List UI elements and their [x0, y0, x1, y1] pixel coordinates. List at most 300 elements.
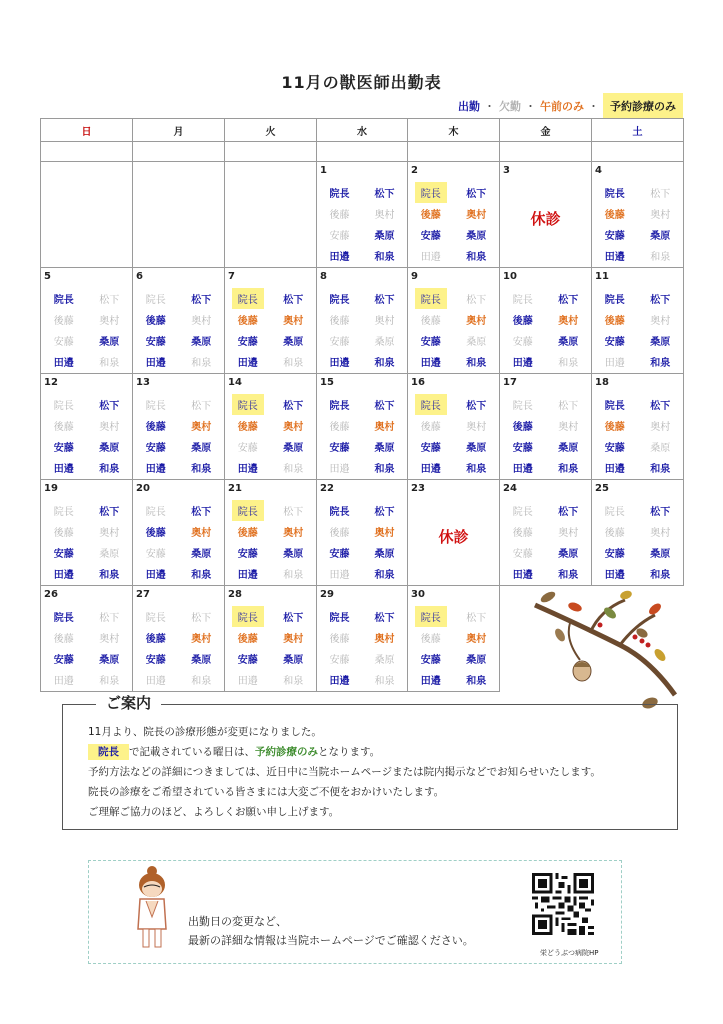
- vet-name-grid: [133, 606, 224, 690]
- day-number: 23: [411, 483, 425, 494]
- day-number: 17: [503, 377, 517, 388]
- vet-name: [41, 627, 87, 648]
- vet-name: [225, 500, 271, 521]
- vet-name: [500, 309, 546, 330]
- legend-work: 出勤: [458, 100, 480, 113]
- vet-name: [41, 542, 87, 563]
- weekday-header-row: [41, 119, 684, 142]
- vet-name: [87, 351, 133, 372]
- vet-name: [454, 457, 500, 478]
- closed-label: 休診: [438, 528, 469, 546]
- vet-name-text: 安藤: [420, 443, 441, 454]
- vet-name: [592, 563, 638, 584]
- highlighted-director: 院長: [88, 744, 129, 760]
- vet-name: [362, 245, 407, 266]
- vet-name-text: 松下: [650, 189, 671, 200]
- day-cell: [41, 374, 133, 480]
- vet-name: [408, 182, 454, 203]
- vet-name-text: 田邉: [237, 464, 258, 475]
- vet-name-text: 奥村: [466, 422, 487, 433]
- vet-name: [225, 606, 271, 627]
- vet-name-text: 桑原: [283, 549, 304, 560]
- vet-name-text: 奥村: [466, 634, 487, 645]
- blank-cell: [133, 142, 225, 162]
- vet-name-text: 後藤: [329, 634, 350, 645]
- vet-name-text: 松下: [374, 401, 395, 412]
- vet-name: [87, 542, 133, 563]
- vet-name: [408, 627, 454, 648]
- vet-name-text: 安藤: [145, 337, 166, 348]
- vet-name: [87, 436, 133, 457]
- vet-name-text: 後藤: [329, 316, 350, 327]
- blank-cell: [500, 142, 592, 162]
- vet-name-text: 和泉: [283, 464, 304, 475]
- vet-name: [317, 203, 362, 224]
- vet-name: [133, 394, 179, 415]
- day-number: 15: [320, 377, 334, 388]
- vet-name: [408, 457, 454, 478]
- weekday-fri: 金: [500, 119, 592, 142]
- vet-name-text: 後藤: [604, 528, 625, 539]
- day-number: 29: [320, 589, 334, 600]
- vet-name-text: 院長: [604, 295, 625, 306]
- vet-name: [546, 309, 592, 330]
- day-cell: [408, 480, 500, 586]
- vet-name-text: 桑原: [283, 443, 304, 454]
- vet-name-text: 桑原: [466, 337, 487, 348]
- vet-name: [408, 436, 454, 457]
- vet-name: [638, 563, 684, 584]
- vet-name: [133, 627, 179, 648]
- vet-name-text: 松下: [191, 613, 212, 624]
- vet-name-text: 奥村: [374, 634, 395, 645]
- vet-name-text: 後藤: [329, 528, 350, 539]
- vet-name: [592, 415, 638, 436]
- vet-name-text: 奥村: [283, 634, 304, 645]
- vet-name-grid: [133, 394, 224, 478]
- notice-line: 11月より、院長の診療形態が変更になりました。: [88, 726, 322, 738]
- vet-name: [362, 224, 407, 245]
- vet-name: [317, 436, 362, 457]
- day-number: 14: [228, 377, 242, 388]
- vet-name-text: 桑原: [650, 549, 671, 560]
- bowing-staff-illustration: [130, 865, 174, 951]
- vet-name: [454, 648, 500, 669]
- vet-name: [362, 457, 407, 478]
- vet-name: [271, 648, 317, 669]
- vet-name: [317, 182, 362, 203]
- vet-name: [592, 203, 638, 224]
- vet-name-text: 奥村: [191, 634, 212, 645]
- vet-name-grid: [41, 394, 132, 478]
- vet-name: [317, 669, 362, 690]
- vet-name-grid: [225, 500, 316, 584]
- vet-name: [271, 436, 317, 457]
- vet-name: [133, 436, 179, 457]
- vet-name: [454, 394, 500, 415]
- vet-name-text: 奥村: [283, 528, 304, 539]
- vet-name-text: 桑原: [374, 549, 395, 560]
- vet-name-text: 安藤: [145, 443, 166, 454]
- vet-name-text: 奥村: [374, 422, 395, 433]
- day-cell: [133, 268, 225, 374]
- vet-name: [87, 330, 133, 351]
- day-number: 9: [411, 271, 418, 282]
- vet-name-text: 松下: [191, 295, 212, 306]
- vet-name: [592, 182, 638, 203]
- vet-name: [271, 669, 317, 690]
- vet-name: [133, 669, 179, 690]
- vet-name-grid: [408, 288, 499, 372]
- vet-name: [271, 627, 317, 648]
- vet-name: [271, 351, 317, 372]
- vet-name: [362, 500, 407, 521]
- vet-name: [225, 330, 271, 351]
- day-cell: [500, 374, 592, 480]
- vet-name: [408, 394, 454, 415]
- vet-name-grid: [317, 500, 407, 584]
- vet-name: [271, 542, 317, 563]
- vet-name: [500, 542, 546, 563]
- vet-name: [362, 351, 407, 372]
- vet-name: [317, 330, 362, 351]
- vet-name: [638, 224, 684, 245]
- weekday-sat: 土: [592, 119, 684, 142]
- vet-name: [271, 309, 317, 330]
- vet-name-text: 奥村: [374, 210, 395, 221]
- blank-cell: [317, 142, 408, 162]
- vet-name: [408, 203, 454, 224]
- vet-name-text: 後藤: [145, 634, 166, 645]
- day-cell: [225, 586, 317, 692]
- vet-name: [317, 606, 362, 627]
- vet-name: [317, 415, 362, 436]
- vet-name-grid: [592, 394, 683, 478]
- vet-name-text: 院長: [415, 182, 447, 203]
- vet-name: [362, 436, 407, 457]
- empty-day-cell: [133, 162, 225, 268]
- vet-name: [638, 182, 684, 203]
- vet-name-text: 田邉: [512, 464, 533, 475]
- vet-name-text: 田邉: [53, 676, 74, 687]
- day-cell: [133, 480, 225, 586]
- vet-name: [546, 288, 592, 309]
- vet-name-text: 松下: [99, 295, 120, 306]
- notice-text: で記載されている曜日は、: [129, 746, 255, 758]
- vet-name: [225, 457, 271, 478]
- vet-name-text: 松下: [466, 189, 487, 200]
- vet-name-text: 桑原: [374, 443, 395, 454]
- vet-name: [500, 500, 546, 521]
- day-number: 18: [595, 377, 609, 388]
- vet-name-text: 田邉: [420, 358, 441, 369]
- vet-name: [271, 500, 317, 521]
- vet-name: [362, 542, 407, 563]
- vet-name: [271, 563, 317, 584]
- vet-name: [592, 245, 638, 266]
- vet-name-text: 後藤: [145, 528, 166, 539]
- vet-name: [546, 415, 592, 436]
- vet-name-text: 後藤: [145, 422, 166, 433]
- vet-name: [362, 394, 407, 415]
- vet-name-text: 松下: [374, 507, 395, 518]
- vet-name: [41, 351, 87, 372]
- vet-name: [638, 288, 684, 309]
- vet-name: [408, 245, 454, 266]
- vet-name: [592, 436, 638, 457]
- vet-name: [408, 309, 454, 330]
- vet-name-text: 田邉: [604, 464, 625, 475]
- vet-name-text: 安藤: [329, 443, 350, 454]
- day-number: 8: [320, 271, 327, 282]
- vet-name-text: 桑原: [374, 337, 395, 348]
- vet-name-text: 和泉: [558, 358, 579, 369]
- vet-name: [179, 330, 225, 351]
- vet-name-text: 後藤: [53, 422, 74, 433]
- legend-sep: ・: [588, 100, 599, 113]
- vet-name-text: 松下: [466, 613, 487, 624]
- vet-name: [271, 606, 317, 627]
- vet-name: [41, 457, 87, 478]
- vet-name-text: 松下: [191, 401, 212, 412]
- vet-name-text: 奥村: [650, 210, 671, 221]
- vet-name: [271, 288, 317, 309]
- day-cell: [41, 480, 133, 586]
- footer-line: 出勤日の変更など、: [188, 915, 287, 928]
- vet-name-text: 和泉: [650, 570, 671, 581]
- legend-off: 欠勤: [499, 100, 521, 113]
- vet-name: [454, 606, 500, 627]
- vet-name-text: 松下: [374, 189, 395, 200]
- vet-name-text: 和泉: [283, 570, 304, 581]
- vet-name: [362, 203, 407, 224]
- vet-name: [592, 457, 638, 478]
- vet-name-text: 後藤: [420, 634, 441, 645]
- weekday-thu: 木: [408, 119, 500, 142]
- vet-name-text: 田邉: [329, 252, 350, 263]
- vet-name-text: 和泉: [374, 676, 395, 687]
- vet-name: [179, 521, 225, 542]
- vet-name-grid: [225, 394, 316, 478]
- vet-name: [592, 309, 638, 330]
- day-cell: [225, 374, 317, 480]
- footer-line: 最新の詳細な情報は当院ホームページでご確認ください。: [188, 934, 474, 947]
- vet-name: [362, 521, 407, 542]
- vet-name: [408, 224, 454, 245]
- vet-name-grid: [133, 500, 224, 584]
- vet-name-text: 安藤: [604, 337, 625, 348]
- vet-name: [317, 394, 362, 415]
- vet-name-grid: [500, 394, 591, 478]
- vet-name: [225, 351, 271, 372]
- vet-name: [41, 648, 87, 669]
- vet-name: [41, 500, 87, 521]
- footer-text: [188, 912, 474, 950]
- legend-am-only: 午前のみ: [540, 100, 584, 113]
- vet-name-grid: [317, 288, 407, 372]
- vet-name: [638, 436, 684, 457]
- vet-name-text: 田邉: [145, 464, 166, 475]
- vet-name: [592, 542, 638, 563]
- notice-title: ご案内: [96, 692, 161, 713]
- vet-name: [133, 542, 179, 563]
- day-cell: [317, 268, 408, 374]
- vet-name-grid: [225, 288, 316, 372]
- vet-name: [41, 606, 87, 627]
- vet-name-text: 安藤: [604, 549, 625, 560]
- vet-name: [41, 563, 87, 584]
- vet-name-grid: [225, 606, 316, 690]
- vet-name-text: 後藤: [420, 316, 441, 327]
- vet-name-text: 桑原: [191, 337, 212, 348]
- notice-body: [88, 722, 601, 822]
- vet-name-text: 田邉: [604, 252, 625, 263]
- vet-name: [87, 415, 133, 436]
- vet-name-text: 松下: [374, 613, 395, 624]
- weekday-sun: 日: [41, 119, 133, 142]
- vet-name-text: 松下: [99, 507, 120, 518]
- vet-name: [362, 669, 407, 690]
- vet-name-text: 桑原: [558, 549, 579, 560]
- vet-name-text: 院長: [145, 401, 166, 412]
- vet-name-text: 奥村: [374, 316, 395, 327]
- vet-name: [133, 309, 179, 330]
- day-number: 3: [503, 165, 510, 176]
- vet-name: [546, 351, 592, 372]
- vet-name-text: 安藤: [329, 231, 350, 242]
- vet-name-text: 松下: [283, 507, 304, 518]
- vet-name: [408, 648, 454, 669]
- vet-name: [225, 542, 271, 563]
- day-cell: [133, 586, 225, 692]
- day-cell: [317, 586, 408, 692]
- vet-name-text: 和泉: [191, 358, 212, 369]
- vet-name-text: 後藤: [604, 316, 625, 327]
- vet-name: [87, 669, 133, 690]
- vet-name: [546, 521, 592, 542]
- vet-name-text: 松下: [650, 295, 671, 306]
- vet-name: [638, 542, 684, 563]
- day-number: 11: [595, 271, 609, 282]
- vet-name-text: 後藤: [237, 316, 258, 327]
- vet-name: [87, 648, 133, 669]
- vet-name-text: 後藤: [53, 634, 74, 645]
- vet-name-grid: [317, 182, 407, 266]
- vet-name: [41, 288, 87, 309]
- vet-name: [87, 457, 133, 478]
- vet-name-text: 和泉: [374, 358, 395, 369]
- vet-name: [638, 203, 684, 224]
- calendar-week-row: [41, 480, 684, 586]
- vet-name: [179, 648, 225, 669]
- day-number: 26: [44, 589, 58, 600]
- vet-name: [317, 563, 362, 584]
- vet-name-text: 安藤: [512, 443, 533, 454]
- day-cell: [408, 162, 500, 268]
- vet-name-text: 田邉: [53, 358, 74, 369]
- day-number: 21: [228, 483, 242, 494]
- vet-name: [454, 669, 500, 690]
- day-number: 13: [136, 377, 150, 388]
- day-number: 20: [136, 483, 150, 494]
- vet-name-text: 後藤: [53, 316, 74, 327]
- qr-code-icon[interactable]: [532, 873, 594, 935]
- vet-name: [87, 627, 133, 648]
- vet-name: [271, 521, 317, 542]
- vet-name-text: 院長: [512, 295, 533, 306]
- day-number: 7: [228, 271, 235, 282]
- vet-name-text: 田邉: [53, 464, 74, 475]
- calendar-week-row: [41, 268, 684, 374]
- vet-name-grid: [41, 606, 132, 690]
- vet-name: [454, 415, 500, 436]
- day-number: 27: [136, 589, 150, 600]
- vet-name-text: 安藤: [53, 549, 74, 560]
- day-number: 16: [411, 377, 425, 388]
- vet-name-text: 松下: [558, 401, 579, 412]
- vet-name-text: 桑原: [650, 337, 671, 348]
- day-cell: [592, 268, 684, 374]
- vet-name-text: 和泉: [283, 358, 304, 369]
- vet-name-text: 桑原: [99, 337, 120, 348]
- vet-name: [133, 457, 179, 478]
- vet-name: [454, 627, 500, 648]
- vet-name-text: 安藤: [604, 231, 625, 242]
- vet-name: [546, 394, 592, 415]
- vet-name-text: 桑原: [191, 443, 212, 454]
- vet-name-text: 奥村: [650, 316, 671, 327]
- vet-name: [133, 330, 179, 351]
- vet-name-text: 後藤: [604, 422, 625, 433]
- vet-name: [362, 606, 407, 627]
- vet-name-text: 安藤: [237, 443, 258, 454]
- vet-name-text: 松下: [99, 401, 120, 412]
- vet-name-text: 桑原: [191, 655, 212, 666]
- blank-cell: [225, 142, 317, 162]
- vet-name-text: 桑原: [374, 231, 395, 242]
- vet-name-text: 後藤: [604, 210, 625, 221]
- vet-name-text: 桑原: [466, 443, 487, 454]
- vet-name: [225, 436, 271, 457]
- vet-name: [225, 394, 271, 415]
- day-number: 22: [320, 483, 334, 494]
- vet-name: [408, 351, 454, 372]
- vet-name-text: 田邉: [329, 358, 350, 369]
- vet-name: [87, 606, 133, 627]
- vet-name-text: 院長: [604, 189, 625, 200]
- vet-name-text: 奥村: [283, 316, 304, 327]
- vet-name: [87, 288, 133, 309]
- vet-name-text: 安藤: [237, 655, 258, 666]
- vet-name: [546, 563, 592, 584]
- vet-name: [225, 309, 271, 330]
- vet-name: [133, 351, 179, 372]
- vet-name-grid: [408, 182, 499, 266]
- vet-name-grid: [408, 394, 499, 478]
- day-cell: [408, 268, 500, 374]
- empty-day-cell: [225, 162, 317, 268]
- vet-name: [179, 288, 225, 309]
- vet-name-grid: [592, 182, 683, 266]
- vet-name: [408, 288, 454, 309]
- vet-name: [179, 627, 225, 648]
- vet-name-text: 松下: [650, 401, 671, 412]
- vet-name: [179, 415, 225, 436]
- vet-name: [225, 288, 271, 309]
- vet-name: [179, 669, 225, 690]
- vet-name-text: 奥村: [191, 528, 212, 539]
- notice-line: ご理解ご協力のほど、よろしくお願い申し上げます。: [88, 806, 340, 818]
